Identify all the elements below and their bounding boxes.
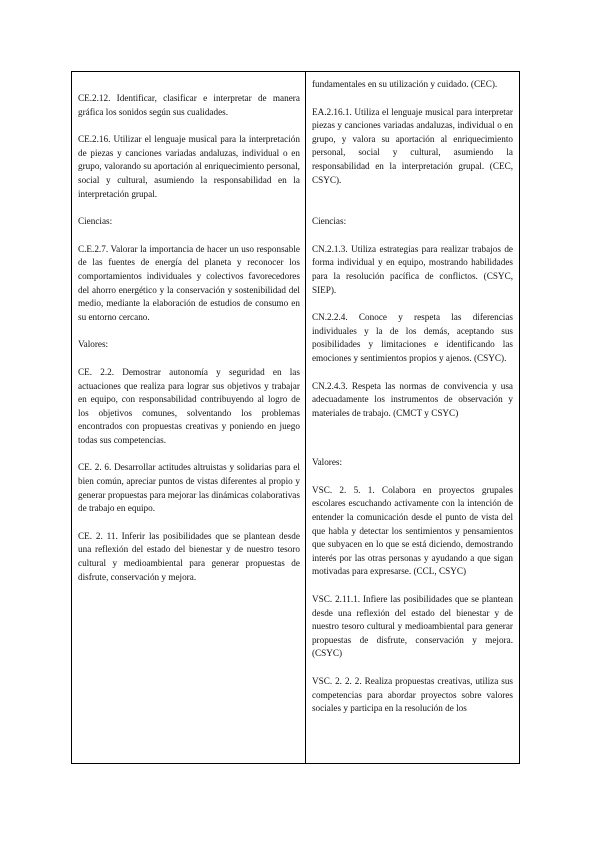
criteria-table bbox=[71, 71, 520, 764]
right-column bbox=[306, 72, 519, 763]
left-column bbox=[72, 72, 306, 763]
standard-vsc-2-5-1: VSC. 2. 5. 1. Colabora en proyectos grupales escolares escuchando activamente con la intención de entender la comunicación desde el punto de vista del que habla y detectar los sentimientos y pensamientos que subyacen en lo que se está diciendo, demostrando interés por las otras personas y ayudando a que sigan motivadas para expresarse. (CCL, CSYC) bbox=[311, 484, 513, 577]
criterion-ce-2-12: CE.2.12. Identificar, clasificar e interpretar de manera gráfica los sonidos según sus cualidades. bbox=[78, 93, 300, 117]
criterion-ce-2-11: CE. 2. 11. Inferir las posibilidades que se plantean desde una reflexión del estado del bienestar y de nuestro tesoro cultural y medioambiental para generar propuestas de disfrute, conservación y mejora. bbox=[78, 530, 300, 582]
standard-continuation: fundamentales en su utilización y cuidado. (CEC). bbox=[311, 79, 498, 89]
criterion-ce-2-7: C.E.2.7. Valorar la importancia de hacer un uso responsable de las fuentes de energía del planeta y reconocer los comportamientos individuales y colectivos favorecedores del ahorro energético y la conservación y sostenibilidad del medio, mediante la elaboración de estudios de consumo en su entorno cercano. bbox=[78, 243, 300, 322]
criterion-ce-2-2: CE. 2.2. Demostrar autonomía y seguridad en las actuaciones que realiza para lograr sus objetivos y trabajar en equipo, con responsabilidad contribuyendo al logro de los objetivos comunes, solventando los problemas encontrados con propuestas creativas y poniendo en juego todas sus competencias. bbox=[78, 366, 300, 445]
section-heading-ciencias: Ciencias: bbox=[311, 216, 347, 227]
standard-vsc-2-11-1: VSC. 2.11.1. Infiere las posibilidades que se plantean desde una reflexión del estado del bienestar y de nuestro tesoro cultural y medioambiental para generar propuestas de disfrute, conservación y mejora. (CSYC) bbox=[311, 594, 513, 659]
criterion-ce-2-16: CE.2.16. Utilizar el lenguaje musical para la interpretación de piezas y canciones variadas andaluzas, individual o en grupo, valorando su aportación al enriquecimiento personal, social y cultural, asumiendo la responsabilidad en la interpretación grupal. bbox=[78, 134, 300, 199]
criterion-ce-2-6: CE. 2. 6. Desarrollar actitudes altruistas y solidarias para el bien común, apreciar puntos de vistas diferentes al propio y generar propuestas para mejorar las dinámicas colaborativas de trabajo en equipo. bbox=[78, 462, 300, 514]
section-heading-valores: Valores: bbox=[311, 457, 343, 468]
standard-ea-2-16-1: EA.2.16.1. Utiliza el lenguaje musical para interpretar piezas y canciones variadas andaluzas, individual o en grupo, y valora su aportación al enriquecimiento personal, social y cultural, asumiendo la responsabilidad en la interpretación grupal. (CEC, CSYC). bbox=[311, 106, 513, 185]
standard-cn-2-1-3: CN.2.1.3. Utiliza estrategias para realizar trabajos de forma individual y en equipo, mostrando habilidades para la resolución pacífica de conflictos. (CSYC, SIEP). bbox=[311, 243, 513, 295]
standard-cn-2-2-4: CN.2.2.4. Conoce y respeta las diferencias individuales y la de los demás, aceptando sus posibilidades y limitaciones e identificando las emociones y sentimientos propios y ajenos. (CSYC). bbox=[311, 312, 513, 363]
section-heading-ciencias: Ciencias: bbox=[78, 216, 113, 227]
section-heading-valores: Valores: bbox=[78, 339, 109, 350]
standard-cn-2-4-3: CN.2.4.3. Respeta las normas de convivencia y usa adecuadamente los instrumentos de observación y materiales de trabajo. (CMCT y CSYC) bbox=[311, 380, 513, 418]
standard-vsc-2-2-2: VSC. 2. 2. 2. Realiza propuestas creativas, utiliza sus competencias para abordar proyectos sobre valores sociales y participa en la resolución de los bbox=[311, 676, 513, 714]
